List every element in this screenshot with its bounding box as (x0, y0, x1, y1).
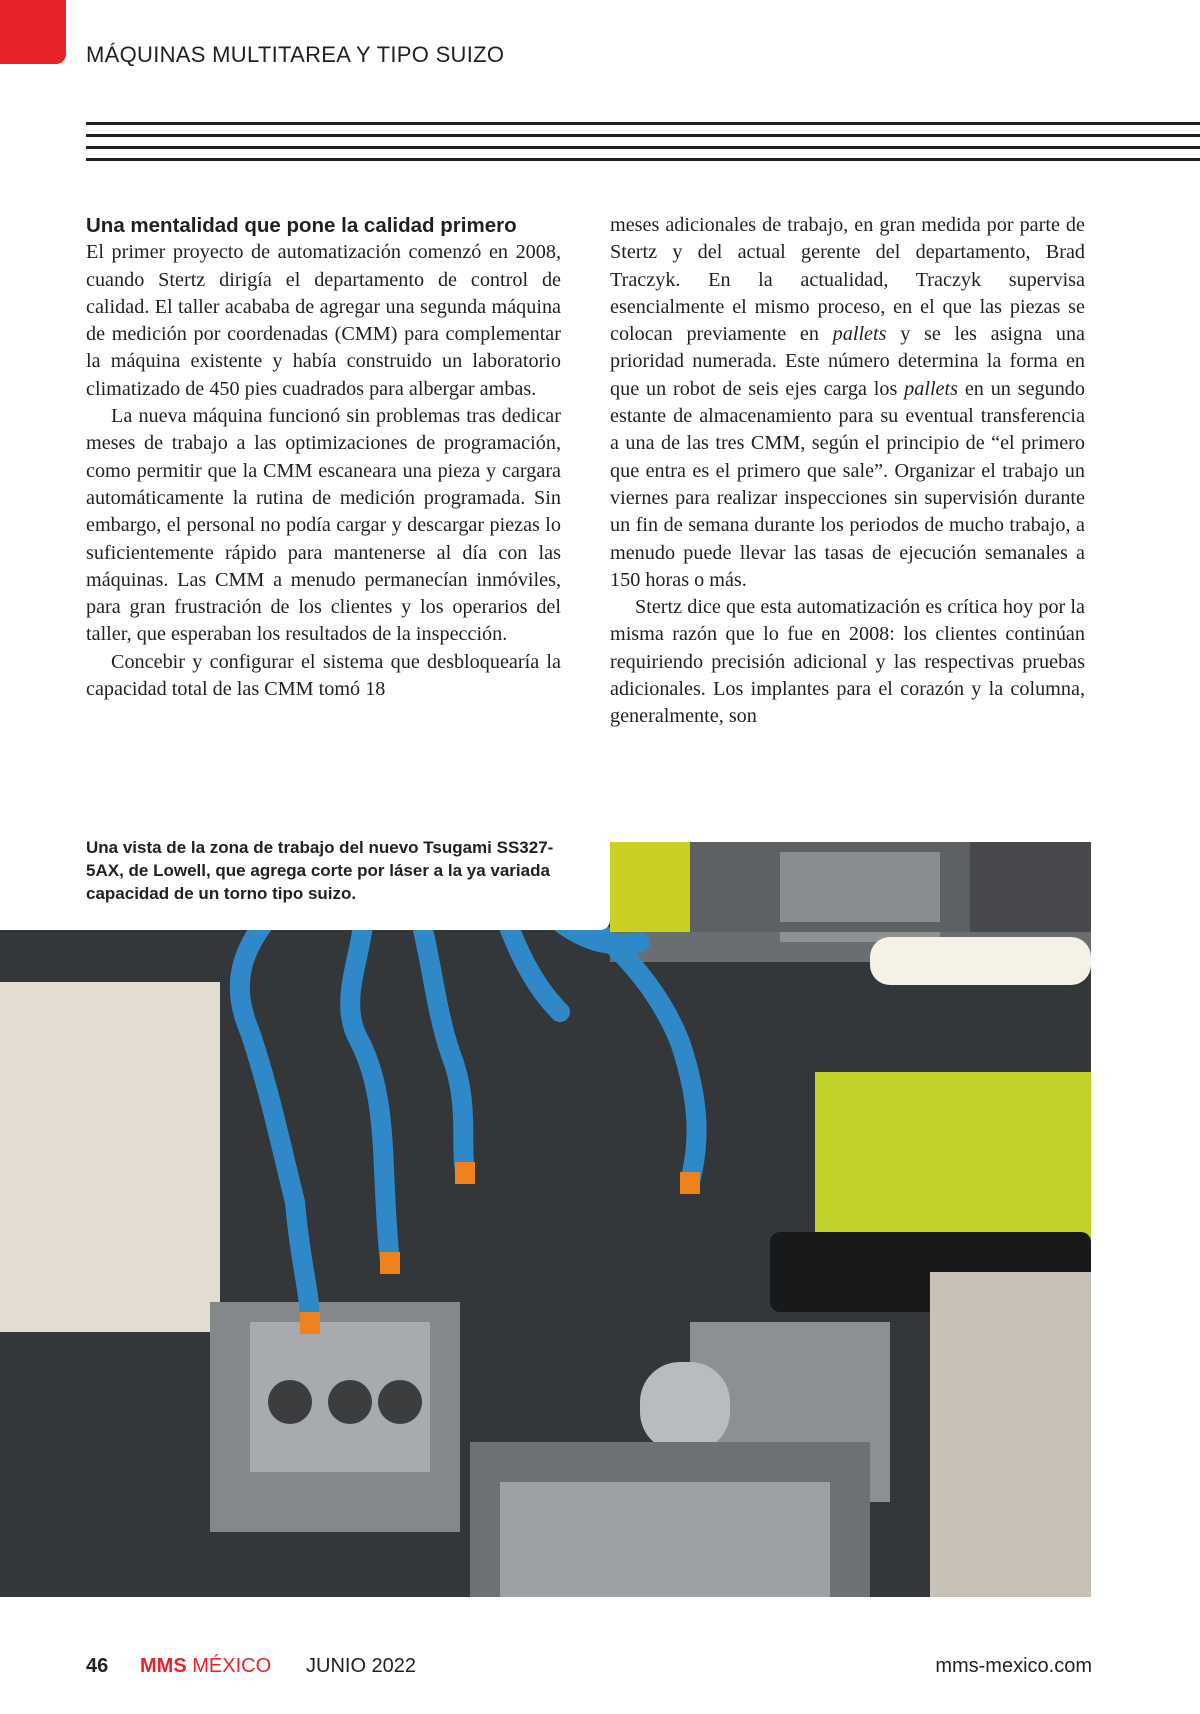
photo-caption: Una vista de la zona de trabajo del nuevo Tsugami SS327-5AX, de Lowell, que agrega corte por láser a la ya variada capacidad de un torno tipo suizo. (86, 838, 554, 903)
paragraph: El primer proyecto de automatización comenzó en 2008, cuando Stertz dirigía el departamento de control de calidad. El taller acababa de agregar una segunda máquina de medición por coordenadas (CMM) para complementar la máquina existente y había construido un laboratorio climatizado de 450 pies cuadrados para albergar ambas. (86, 241, 561, 400)
article-subheading: Una mentalidad que pone la calidad primero (86, 214, 517, 237)
paragraph: La nueva máquina funcionó sin problemas tras dedicar meses de trabajo a las optimizaciones de programación, como permitir que la CMM escaneara una pieza y cargara automáticamente la rutina de medición programada. Sin embargo, el personal no podía cargar y descargar piezas lo suficientemente rápido para mantenerse al día con las máquinas. Las CMM a menudo permanecían inmóviles, para gran frustración de los clientes y los operarios del taller, que esperaban los resultados de la inspección. (86, 405, 561, 646)
issue-date: JUNIO 2022 (306, 1655, 417, 1677)
paragraph: Stertz dice que esta automatización es crítica hoy por la misma razón que lo fue en 2008: los clientes continúan requiriendo precisión adicional y las respectivas pruebas adicionales. Los implantes para el corazón y la columna, generalmente, son (610, 596, 1085, 728)
paragraph: meses adicionales de trabajo, en gran medida por parte de Stertz y del actual gerente del departamento, Brad Traczyk. En la actualidad, Traczyk supervisa esencialmente el mismo proceso, en el que las piezas se colocan previamente en pallets y se les asigna una prioridad numerada. Este número determina la forma en que un robot de seis ejes carga los pallets en un segundo estante de almacenamiento para su eventual transferencia a una de las tres CMM, según el principio de “el primero que entra es el primero que sale”. Organizar el trabajo un viernes para realizar inspecciones sin supervisión durante un fin de semana durante los periodos de mucho trabajo, a menudo puede llevar las tasas de ejecución semanales a 150 horas o más. (610, 214, 1085, 591)
section-title: MÁQUINAS MULTITAREA Y TIPO SUIZO (86, 42, 505, 67)
article-column-left (86, 212, 561, 703)
page-number: 46 (86, 1655, 109, 1677)
magazine-brand: MMS MÉXICO (140, 1655, 272, 1677)
machine-photo-top (610, 842, 1091, 932)
section-color-tab (0, 0, 66, 64)
paragraph: Concebir y configurar el sistema que desbloquearía la capacidad total de las CMM tomó 18 (86, 650, 561, 701)
header-rules (86, 122, 1200, 170)
machine-photo (0, 842, 1091, 1597)
article-column-right (610, 212, 1085, 731)
website-url: mms-mexico.com (935, 1655, 1092, 1677)
